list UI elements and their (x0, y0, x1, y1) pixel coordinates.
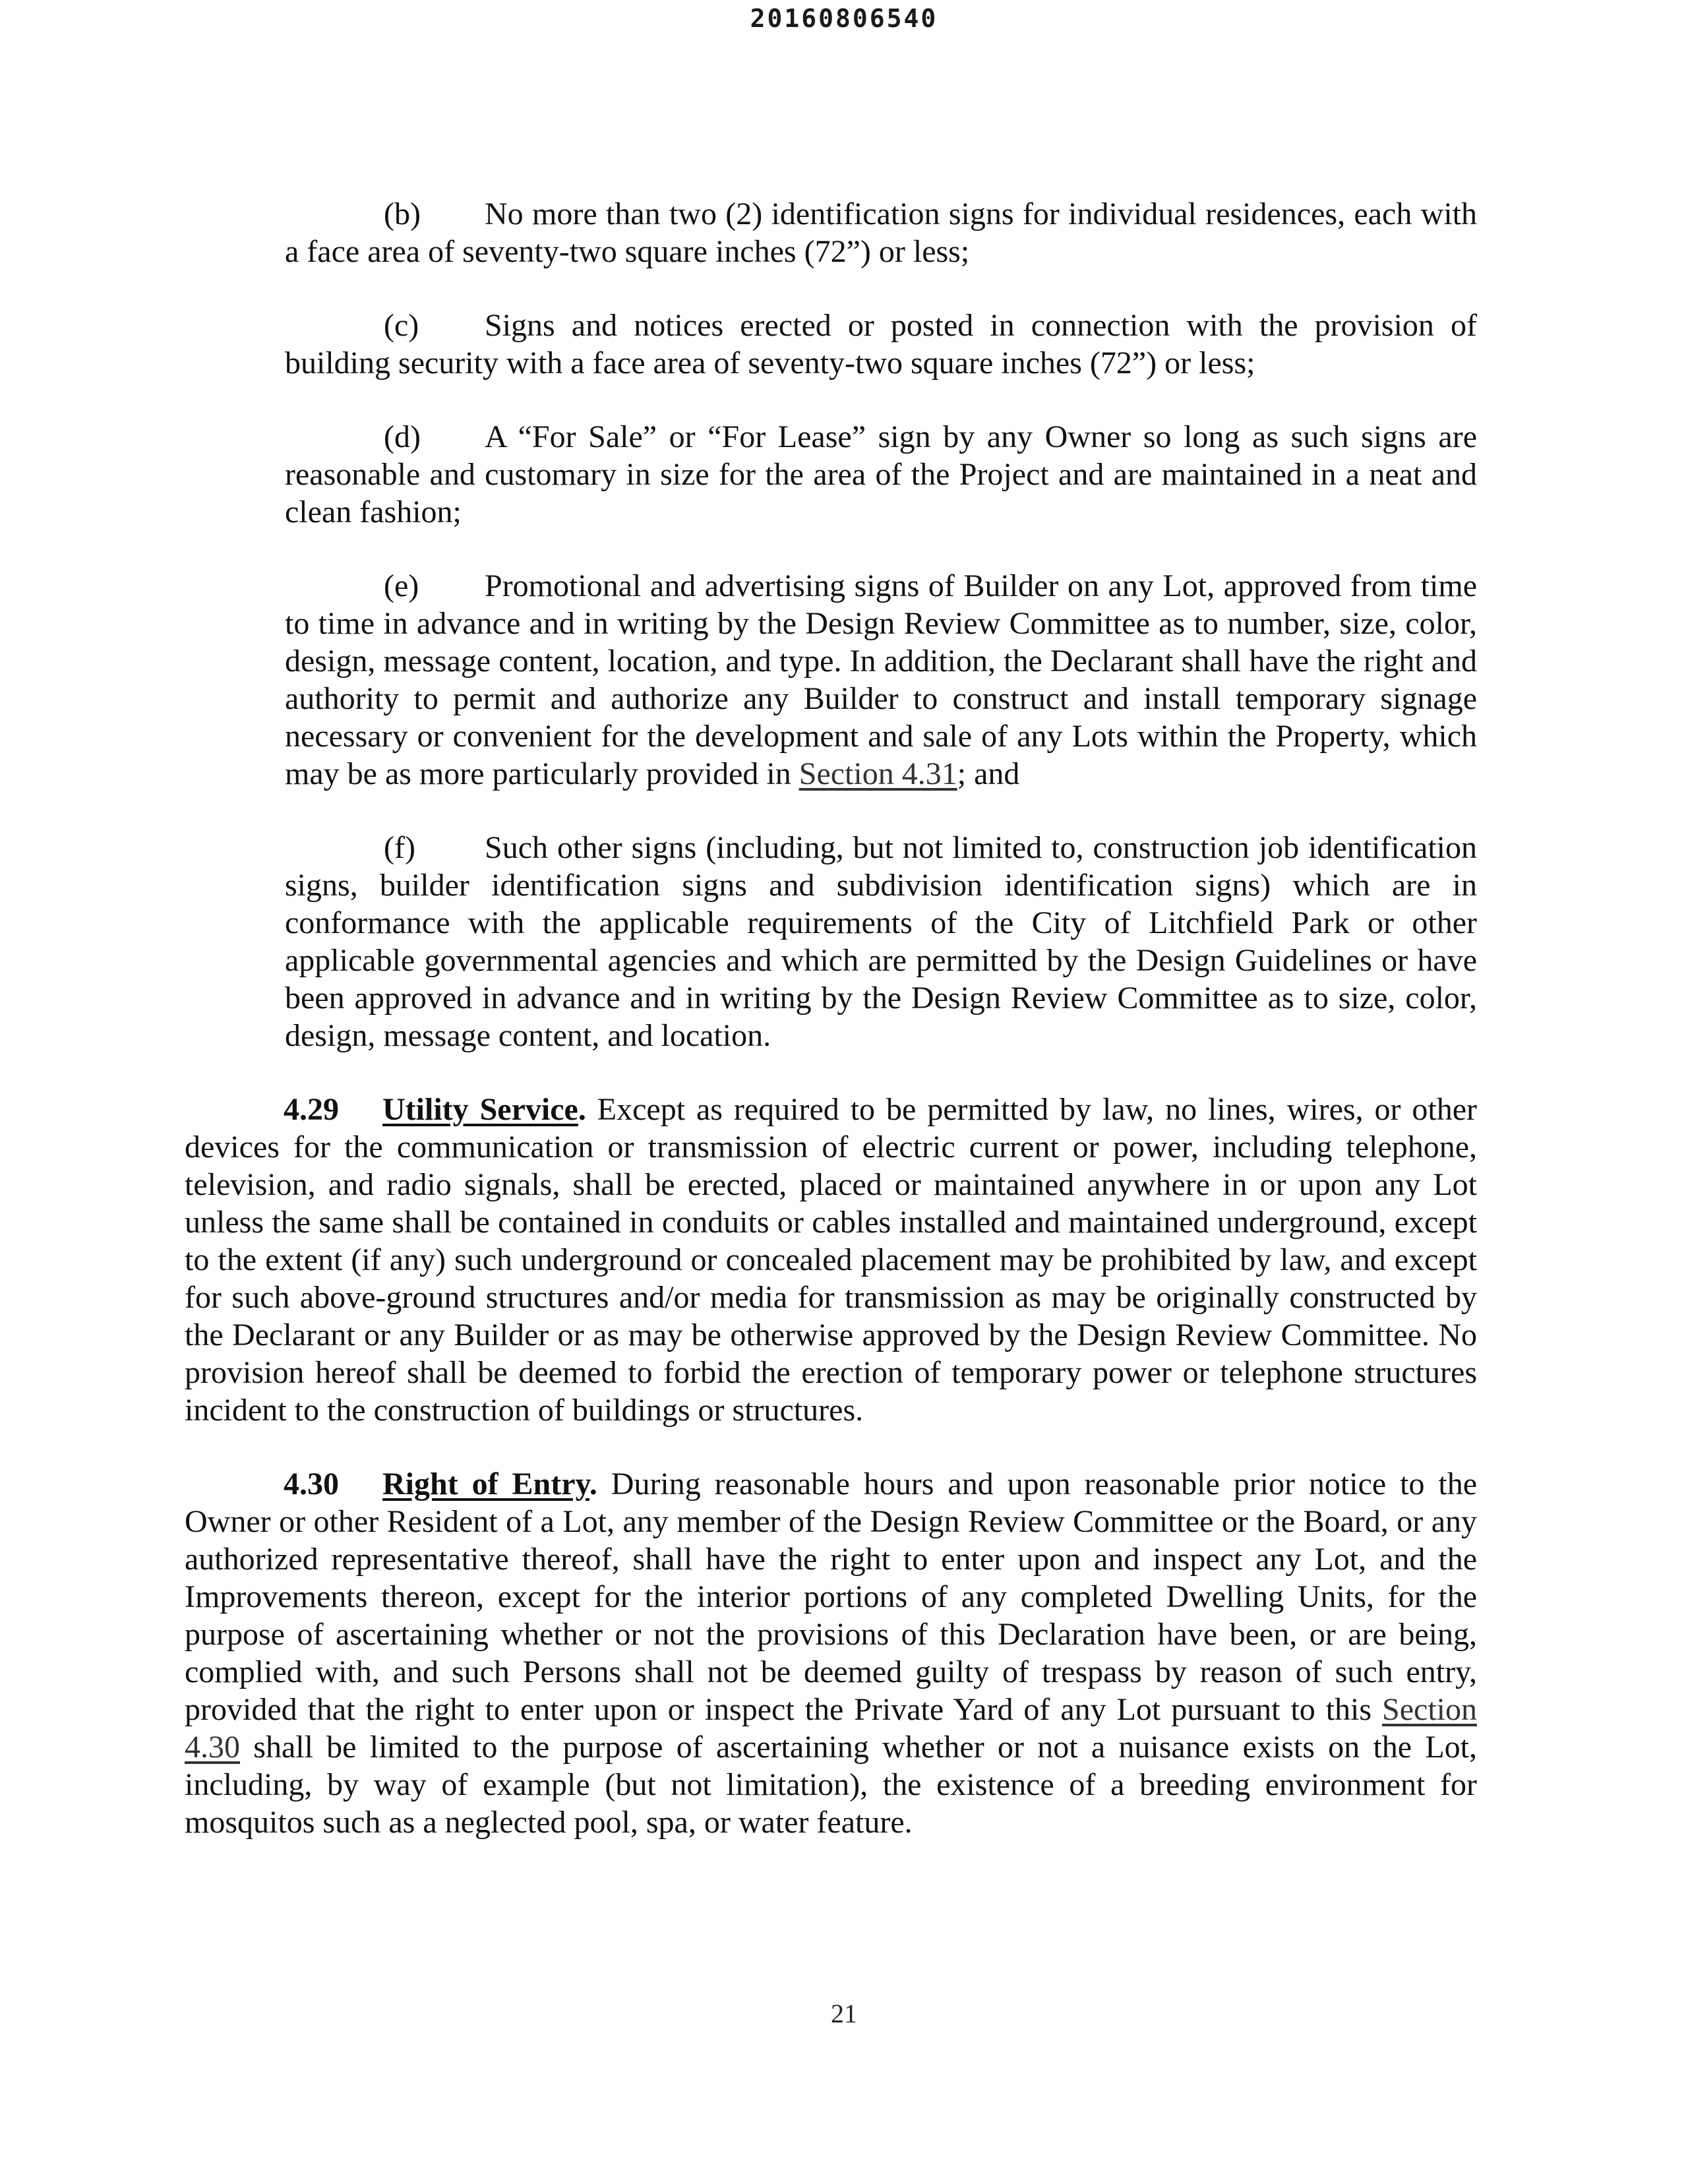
item-e-marker: (e) (384, 568, 419, 603)
section-4-30-number: 4.30 (284, 1467, 339, 1502)
item-e-text-end: ; and (957, 756, 1020, 791)
item-c (285, 307, 1477, 382)
section-4-29 (185, 1091, 1477, 1429)
section-4-29-text: Except as required to be permitted by law, no lines, wires, or other devices for the communication or transmission of electric current or power, including telephone, television, and radio signals, shall be erected, placed or maintained anywhere in or upon any Lot unless the same shall be contained in conduits or cables installed and maintained underground, except to the extent (if any) such underground or concealed placement may be prohibited by law, and except for such above-ground structures and/or media for transmission as may be originally constructed by the Declarant or any Builder or as may be otherwise approved by the Design Review Committee. No provision hereof shall be deemed to forbid the erection of temporary power or telephone structures incident to the construction of buildings or structures. (185, 1092, 1478, 1428)
section-4-30-text: During reasonable hours and upon reasonable prior notice to the Owner or other Resident of a Lot, any member of the Design Review Committee or the Board, or any authorized representative thereof, shall have the right to enter upon and inspect any Lot, and the Improvements thereon, except for the interior portions of any completed Dwelling Units, for the purpose of ascertaining whether or not the provisions of this Declaration have been, or are being, complied with, and such Persons shall not be deemed guilty of trespass by reason of such entry, provided that the right to enter upon or inspect the Private Yard of any Lot pursuant to this (185, 1467, 1478, 1727)
item-c-text: Signs and notices erected or posted in connection with the provision of building security with a face area of seventy-two square inches (72”) or less; (285, 308, 1477, 380)
section-4-30-text-end: shall be limited to the purpose of ascertaining whether or not a nuisance exists on the Lot, including, by way of example (but not limitation), the existence of a breeding environment for mosquitos such as a neglected pool, spa, or water feature. (185, 1730, 1477, 1840)
section-4-29-heading: Utility Service (382, 1092, 578, 1127)
page-number: 21 (831, 1999, 857, 2028)
section-4-29-number: 4.29 (284, 1092, 339, 1127)
section-4-30-link[interactable]: Section 4.30 (185, 1692, 1477, 1765)
item-e (285, 567, 1477, 793)
section-4-31-link[interactable]: Section 4.31 (799, 756, 957, 791)
section-4-30 (185, 1465, 1477, 1841)
item-f-marker: (f) (384, 830, 415, 865)
item-d (285, 418, 1477, 531)
item-b-text: No more than two (2) identification signs for individual residences, each with a face area of seventy-two square inches (72”) or less; (285, 197, 1477, 269)
section-4-30-heading-punct: . (589, 1467, 597, 1502)
item-c-marker: (c) (384, 308, 419, 343)
item-f (285, 829, 1477, 1054)
document-number: 20160806540 (750, 4, 938, 33)
item-e-text: Promotional and advertising signs of Builder on any Lot, approved from time to time in advance and in writing by the Design Review Committee as to number, size, color, design, message content, location, and type. In addition, the Declarant shall have the right and authority to permit and authorize any Builder to construct and install temporary signage necessary or convenient for the development and sale of any Lots within the Property, which may be as more particularly provided in (285, 568, 1477, 791)
item-d-text: A “For Sale” or “For Lease” sign by any Owner so long as such signs are reasonable and customary in size for the area of the Project and are maintained in a neat and clean fashion; (285, 419, 1477, 530)
item-b-marker: (b) (384, 197, 421, 231)
section-4-29-heading-punct: . (578, 1092, 586, 1127)
page-body (185, 195, 1477, 1841)
item-d-marker: (d) (384, 419, 421, 454)
section-4-30-heading: Right of Entry (382, 1467, 589, 1502)
item-b (285, 195, 1477, 270)
item-f-text: Such other signs (including, but not limited to, construction job identification signs, builder identification signs and subdivision identification signs) which are in conformance with the applicable requirements of the City of Litchfield Park or other applicable governmental agencies and which are permitted by the Design Guidelines or have been approved in advance and in writing by the Design Review Committee as to size, color, design, message content, and location. (285, 830, 1477, 1053)
